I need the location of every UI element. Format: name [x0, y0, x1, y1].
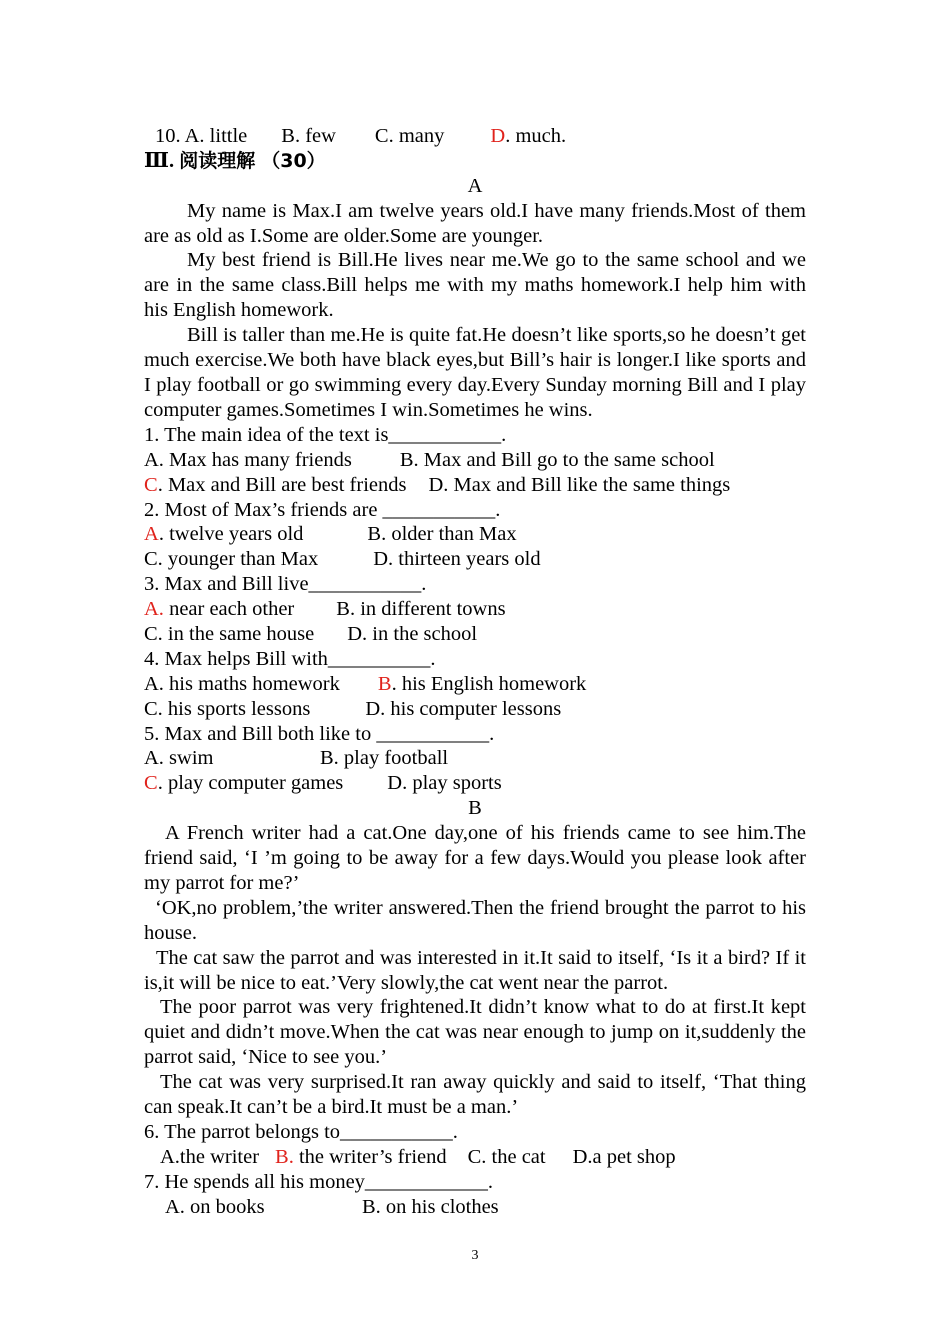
question-1-stem: 1. The main idea of the text is___________.: [144, 423, 507, 446]
option-c: C. many: [374, 125, 445, 147]
question-3-options-ab: [144, 597, 806, 622]
question-number: 10.: [155, 125, 185, 147]
option-a: A. on books: [165, 1195, 265, 1218]
question-3-stem: 3. Max and Bill live___________.: [144, 573, 427, 596]
worksheet-content: [144, 124, 806, 1220]
option-b: B. older than Max: [367, 523, 517, 546]
option-b: B. on his clothes: [362, 1195, 499, 1218]
section-score: （30）: [261, 149, 326, 172]
question-2-stem: 2. Most of Max’s friends are ___________.: [144, 498, 501, 521]
passage-a-paragraph: My best friend is Bill.He lives near me.We go to the same school and we are in the same class.Bill helps me with my maths homework.I help him with his English homework.: [144, 249, 806, 322]
question-1-options-ab: [144, 448, 806, 473]
passage-a-label: A: [467, 174, 483, 197]
answer-letter: A.: [144, 598, 164, 621]
passage-a-paragraph: Bill is taller than me.He is quite fat.He doesn’t like sports,so he doesn’t get much exercise.We both have black eyes,but Bill’s hair is longer.I like sports and I play football or go swimming every day.Every Sunday morning Bill and I play computer games.Sometimes I win.Sometimes he wins.: [144, 324, 806, 421]
option-c: C. younger than Max: [144, 548, 319, 571]
answer-letter: C: [144, 473, 158, 496]
option-a: A. his maths homework: [144, 672, 340, 695]
option-a: A.the writer: [160, 1145, 260, 1168]
question-2-options-cd: [144, 547, 806, 572]
section-title-cn: 阅读理解: [179, 149, 256, 172]
section-title: [144, 149, 806, 174]
option-b: B. few: [281, 125, 336, 147]
option-b: B. Max and Bill go to the same school: [399, 448, 715, 471]
option-a: A. Max has many friends: [144, 448, 352, 471]
question-3-options-cd: [144, 622, 806, 647]
option-a: A. swim: [144, 747, 214, 770]
question-4-options-ab: [144, 672, 806, 697]
option-c: . play computer games: [157, 772, 344, 795]
question-2-options-ab: [144, 522, 806, 547]
answer-letter: D: [490, 125, 506, 147]
option-a: A. little: [184, 125, 248, 147]
question-10-options: [144, 124, 806, 149]
question-7-stem: 7. He spends all his money____________.: [144, 1170, 494, 1193]
passage-b-label: B: [468, 797, 482, 820]
option-d: D.a pet shop: [572, 1145, 676, 1168]
answer-letter: C: [144, 772, 158, 795]
passage-b-paragraph: ‘OK,no problem,’the writer answered.Then the friend brought the parrot to his house.: [144, 896, 806, 944]
option-d: D. play sports: [387, 772, 502, 795]
option-c: . Max and Bill are best friends: [157, 473, 407, 496]
page-number: 3: [471, 1248, 479, 1263]
option-d: D. in the school: [347, 622, 478, 645]
question-5-stem: 5. Max and Bill both like to ___________.: [144, 722, 495, 745]
answer-letter: B: [377, 672, 392, 695]
answer-letter: A: [144, 523, 159, 546]
option-c: C. his sports lessons: [144, 697, 311, 720]
passage-a-paragraph: My name is Max.I am twelve years old.I have many friends.Most of them are as old as I.Some are older.Some are younger.: [144, 199, 806, 247]
question-1-options-cd: [144, 473, 806, 498]
question-6-stem: 6. The parrot belongs to___________.: [144, 1120, 458, 1143]
option-a: . twelve years old: [158, 523, 304, 546]
option-b: B. in different towns: [336, 598, 506, 621]
question-5-options-cd: [144, 771, 806, 796]
question-6-options: [144, 1145, 806, 1170]
passage-b-paragraph: A French writer had a cat.One day,one of his friends came to see him.The friend said, ‘I ’m going to be away for a few days.Would you please look after my parrot for me?’: [144, 822, 806, 894]
option-d: D. thirteen years old: [373, 548, 541, 571]
passage-b-paragraph: The cat was very surprised.It ran away quickly and said to itself, ‘That thing can speak.It can’t be a bird.It must be a man.’: [144, 1071, 806, 1119]
option-b: . his English homework: [391, 672, 587, 695]
section-roman: Ⅲ.: [144, 149, 180, 172]
option-d: . much.: [505, 125, 567, 147]
passage-b-paragraph: The cat saw the parrot and was interested in it.It said to itself, ‘Is it a bird? If it is,it will be nice to eat.’Very slowly,the cat went near the parrot.: [144, 946, 806, 994]
question-5-options-ab: [144, 746, 806, 771]
passage-b-paragraph: The poor parrot was very frightened.It didn’t know what to do at first.It kept quiet and didn’t move.When the cat was near enough to jump on it,suddenly the parrot said, ‘Nice to see you.’: [144, 996, 806, 1069]
option-c: C. in the same house: [144, 622, 315, 645]
option-d: D. Max and Bill like the same things: [428, 473, 731, 496]
question-4-options-cd: [144, 697, 806, 722]
question-7-options: [144, 1195, 806, 1220]
option-b: B. play football: [320, 747, 449, 770]
option-b: the writer’s friend: [293, 1145, 447, 1168]
answer-letter: B.: [275, 1145, 294, 1168]
option-c: C. the cat: [467, 1145, 546, 1168]
option-a: near each other: [163, 598, 295, 621]
option-d: D. his computer lessons: [365, 697, 562, 720]
question-4-stem: 4. Max helps Bill with__________.: [144, 647, 436, 670]
